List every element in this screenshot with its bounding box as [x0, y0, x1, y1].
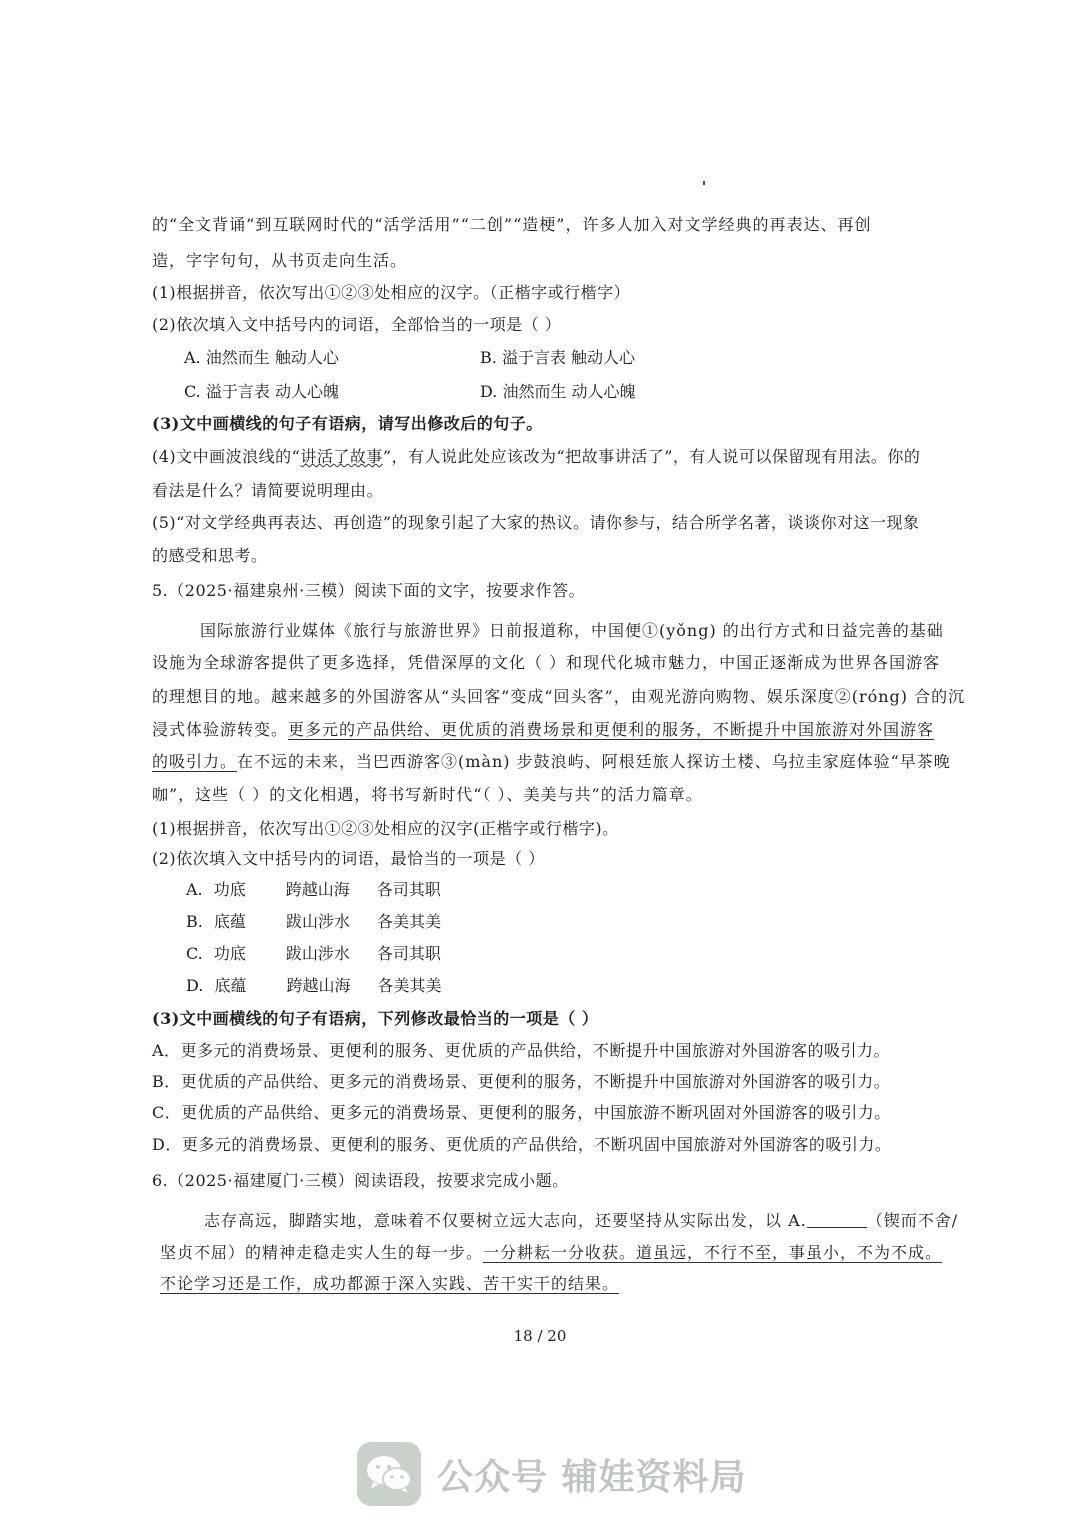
q4-sub4-text-a: (4)文中画波浪线的“ — [152, 447, 301, 466]
option-word: 跋山涉水 — [285, 912, 350, 931]
q4-sub2: (2)依次填入文中括号内的词语，全部恰当的一项是（ ） — [152, 315, 562, 334]
q4-sub5-line2: 的感受和思考。 — [152, 546, 268, 565]
intro-line-1: 的“全文背诵”到互联网时代的“活学活用”“二创”“造梗”，许多人加入对文学经典的再表达、再创 — [152, 215, 872, 234]
q5-heading: 5.（2025·福建泉州·三模）阅读下面的文字，按要求作答。 — [152, 581, 586, 600]
q5-option-d[interactable] — [186, 975, 441, 997]
option-label: C. — [184, 382, 201, 401]
q5-sub1: (1)根据拼音，依次写出①②③处相应的汉字(正楷字或行楷字)。 — [152, 819, 619, 838]
option-word: 功底 — [213, 880, 246, 899]
option-word: 功底 — [213, 944, 246, 963]
option-word: 底蕴 — [214, 976, 247, 995]
option-text: 油然而生 动人心魄 — [502, 382, 636, 401]
option-label: B. — [186, 912, 203, 931]
option-label: A. — [184, 348, 201, 367]
q5-passage-text: 在不远的未来，当巴西游客③(màn) 步鼓浪屿、阿根廷旅人探访土楼、乌拉圭家庭体验“早茶晚 — [237, 752, 951, 771]
q4-option-d[interactable] — [480, 381, 636, 403]
q5-passage-line-1: 国际旅游行业媒体《旅行与旅游世界》日前报道称，中国便①(yǒng) 的出行方式和日益完善的基础 — [200, 621, 944, 640]
q5-option-c[interactable] — [186, 943, 441, 965]
watermark-text: 公众号 辅娃资料局 — [437, 1456, 747, 1498]
intro-line-2: 造，字字句句，从书页走向生活。 — [152, 251, 408, 270]
q5-passage-line-6: 咖”，这些（ ）的文化相遇，将书写新时代“（ ）、美美与共”的活力篇章。 — [152, 785, 703, 804]
q5-option-a[interactable] — [186, 879, 441, 901]
option-word: 跋山涉水 — [285, 944, 350, 963]
watermark — [357, 1440, 747, 1508]
q5-underlined-sentence-end: 的吸引力。 — [152, 752, 238, 771]
option-text: 溢于言表 动人心魄 — [205, 382, 339, 401]
q5-fix-option-a[interactable]: A．更多元的消费场景、更便利的服务、更优质的产品供给，不断提升中国旅游对外国游客的吸引力。 — [152, 1041, 891, 1060]
q6-passage-text: 坚贞不屈）的精神走稳走实人生的每一步。 — [160, 1243, 484, 1262]
option-word: 各美其美 — [376, 912, 441, 931]
q4-sub4-line2: 看法是什么？请简要说明理由。 — [152, 481, 384, 500]
q6-passage-line-2 — [160, 1242, 942, 1264]
option-label: A. — [186, 880, 203, 899]
q5-underlined-sentence: 更多元的产品供给、更优质的消费场景和更便利的服务，不断提升中国旅游对外国游客 — [288, 720, 935, 739]
q6-passage-line-1 — [204, 1210, 958, 1232]
option-word: 底蕴 — [213, 912, 246, 931]
scan-mark — [703, 181, 705, 185]
q4-sub4-wavy-phrase: 讲活了故事 — [300, 447, 383, 466]
q4-sub4-text-b: ”，有人说此处应该改为“把故事讲活了”，有人说可以保留现有用法。你的 — [382, 447, 921, 466]
q4-option-a[interactable] — [184, 347, 339, 369]
q6-underlined-sentence-end: 不论学习还是工作，成功都源于深入实践、苦干实干的结果。 — [160, 1274, 620, 1293]
option-label: D. — [480, 382, 498, 401]
q6-passage-line-3 — [160, 1273, 619, 1295]
wechat-icon — [357, 1442, 421, 1506]
q5-fix-option-d[interactable]: D．更多元的消费场景、更便利的服务、更优质的产品供给，不断巩固中国旅游对外国游客的吸引力。 — [152, 1135, 892, 1154]
q4-sub4-line1 — [152, 446, 920, 468]
q6-passage-text: （锲而不舍/ — [866, 1211, 959, 1230]
q6-passage-text: 志存高远，脚踏实地，意味着不仅要树立远大志向，还要坚持从实际出发，以 A. — [204, 1211, 807, 1230]
option-label: D. — [186, 976, 204, 995]
option-text: 溢于言表 触动人心 — [501, 348, 636, 367]
q6-heading: 6.（2025·福建厦门·三模）阅读语段，按要求完成小题。 — [152, 1171, 569, 1190]
q4-sub3: (3)文中画横线的句子有语病，请写出修改后的句子。 — [152, 414, 543, 433]
q5-option-b[interactable] — [186, 911, 441, 933]
option-text: 油然而生 触动人心 — [205, 348, 339, 367]
option-word: 各美其美 — [377, 976, 442, 995]
q4-option-c[interactable] — [184, 381, 339, 403]
q6-underlined-sentence: 一分耕耘一分收获。道虽远，不行不至，事虽小，不为不成。 — [483, 1243, 943, 1262]
q5-passage-line-2: 设施为全球游客提供了更多选择，凭借深厚的文化（ ）和现代化城市魅力，中国正逐渐成为世界各国游客 — [152, 653, 941, 672]
q4-sub5-line1: (5)“对文学经典再表达、再创造”的现象引起了大家的热议。请你参与，结合所学名著，谈谈你对这一现象 — [152, 513, 920, 532]
q5-passage-line-3: 的理想目的地。越来越多的外国游客从“头回客”变成“回头客”，由观光游向购物、娱乐深度②(róng) 合的沉 — [152, 687, 966, 706]
q5-fix-option-b[interactable]: B．更优质的产品供给、更多元的消费场景、更便利的服务，不断提升中国旅游对外国游客的吸引力。 — [152, 1072, 891, 1091]
option-word: 各司其职 — [376, 880, 441, 899]
q5-sub3: (3)文中画横线的句子有语病，下列修改最恰当的一项是（ ） — [152, 1009, 599, 1028]
q5-sub2: (2)依次填入文中括号内的词语，最恰当的一项是（ ） — [152, 849, 545, 868]
q5-passage-text: 浸式体验游转变。 — [152, 720, 289, 739]
q5-passage-line-5 — [152, 751, 951, 773]
option-word: 各司其职 — [376, 944, 441, 963]
q5-fix-option-c[interactable]: C．更优质的产品供给、更多元的消费场景、更便利的服务，中国旅游不断巩固对外国游客的吸引力。 — [152, 1103, 891, 1122]
q6-blank-a[interactable] — [807, 1211, 867, 1228]
q4-sub1: (1)根据拼音，依次写出①②③处相应的汉字。（正楷字或行楷字） — [152, 283, 631, 302]
option-label: C. — [186, 944, 203, 963]
option-word: 跨越山海 — [285, 880, 350, 899]
page-number: 18 / 20 — [513, 1327, 567, 1345]
option-label: B. — [480, 348, 497, 367]
q5-passage-line-4 — [152, 719, 934, 741]
q4-option-b[interactable] — [480, 347, 635, 369]
option-word: 跨越山海 — [286, 976, 351, 995]
